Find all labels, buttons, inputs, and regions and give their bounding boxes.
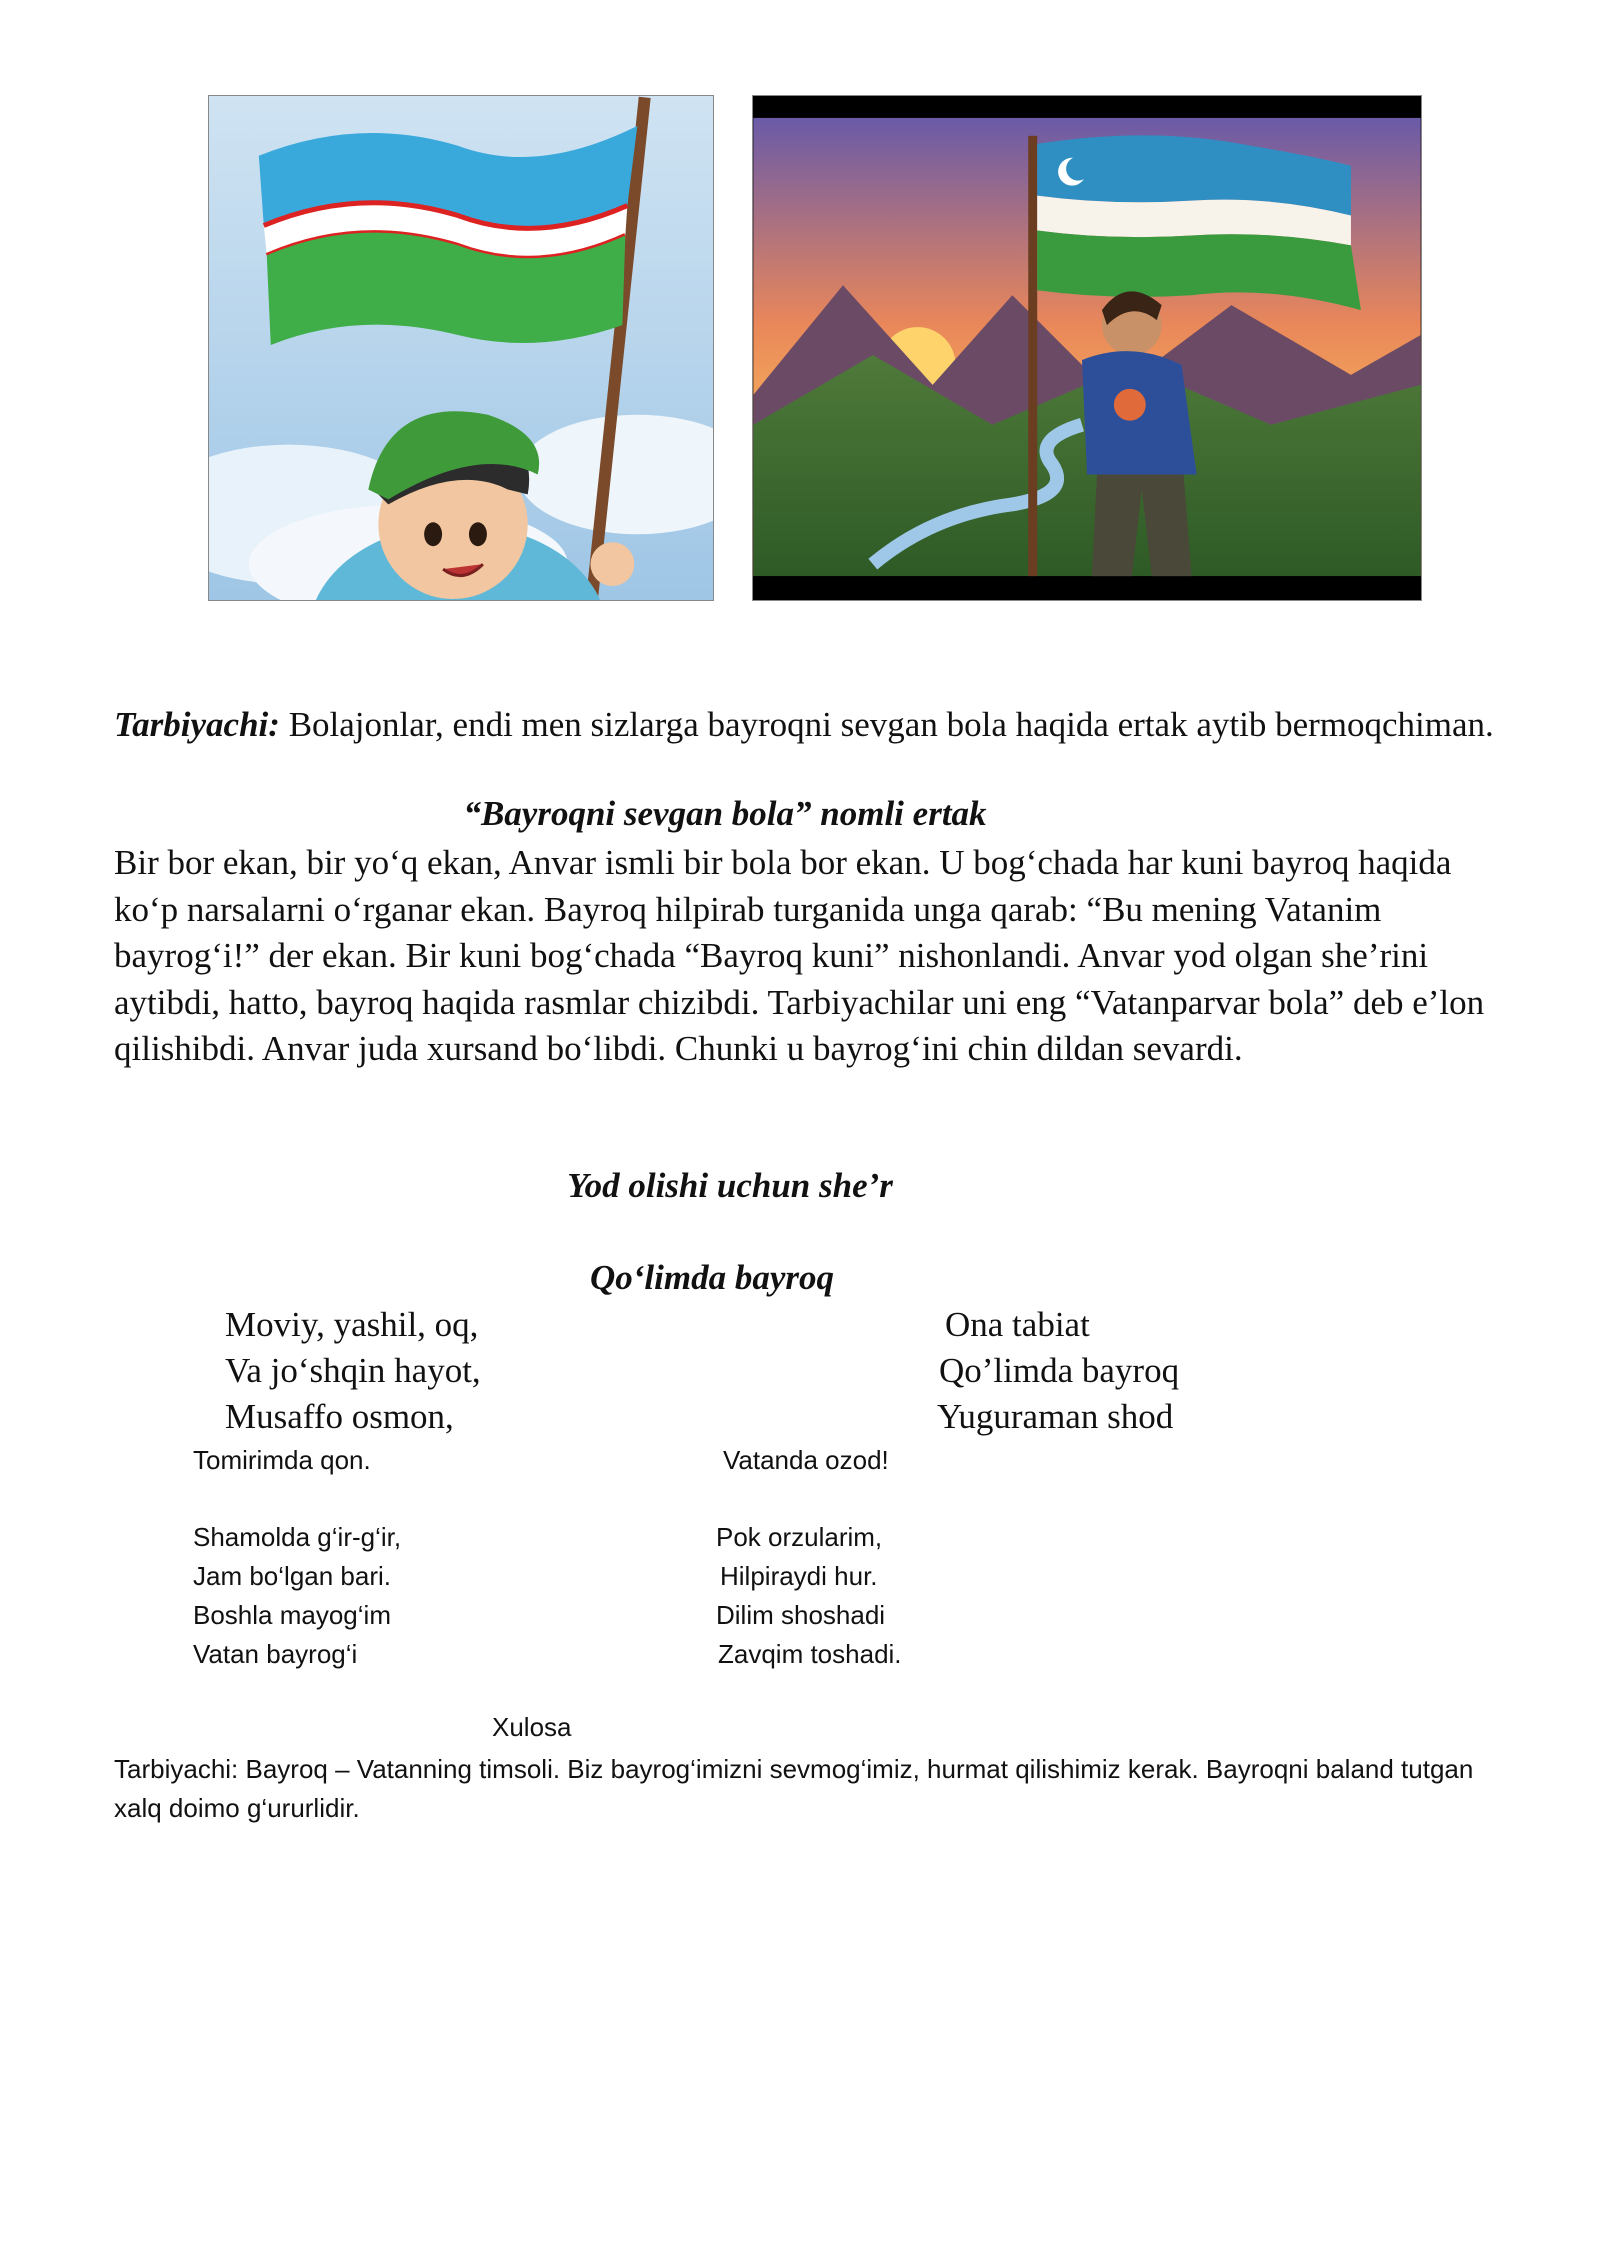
poem-line: Va jo‘shqin hayot,: [225, 1351, 481, 1390]
sunset-flag-image: [753, 96, 1421, 600]
story-title: “Bayroqni sevgan bola” nomli ertak: [463, 794, 987, 833]
poem-line: Yuguraman shod: [937, 1397, 1174, 1436]
poem-line: Qo’limda bayroq: [939, 1351, 1180, 1390]
poem-line: Dilim shoshadi: [716, 1600, 886, 1630]
illustration-cartoon-boy-flag: [208, 95, 714, 601]
poem-line: Boshla mayog‘im: [193, 1600, 391, 1630]
poem-line: Ona tabiat: [945, 1305, 1090, 1344]
conclusion-title: Xulosa: [492, 1712, 572, 1742]
intro-paragraph: [114, 702, 1494, 748]
poem-line: Musaffo osmon,: [225, 1397, 454, 1436]
poem-line: Jam bo‘lgan bari.: [193, 1561, 391, 1591]
poem-heading: Yod olishi uchun she’r: [567, 1166, 893, 1205]
intro-text: Bolajonlar, endi men sizlarga bayroqni sevgan bola haqida ertak aytib bermoqchiman.: [279, 705, 1494, 744]
poem-line: Vatan bayrog‘i: [193, 1639, 358, 1669]
conclusion-text: Tarbiyachi: Bayroq – Vatanning timsoli. Biz bayrog‘imizni sevmog‘imiz, hurmat qilishimiz kerak. Bayroqni baland tutgan xalq doimo g‘ururlidir.: [114, 1754, 1474, 1823]
poem-line: Vatanda ozod!: [723, 1445, 889, 1475]
poem-line: Zavqim toshadi.: [718, 1639, 902, 1669]
illustration-sunset-flag: [752, 95, 1422, 601]
story-body: Bir bor ekan, bir yo‘q ekan, Anvar ismli bir bola bor ekan. U bog‘chada har kuni bayroq haqida ko‘p narsalarni o‘rganar ekan. Bayroq hilpirab turganida unga qarab: “Bu mening Vatanim bayrog‘i!” der ekan. Bir kuni bog‘chada “Bayroq kuni” nishonlandi. Anvar yod olgan she’rini aytibdi, hatto, bayroq haqida rasmlar chizibdi. Tarbiyachilar uni eng “Vatanparvar bola” deb e’lon qilishibdi. Anvar juda xursand bo‘libdi. Chunki u bayrog‘ini chin dildan sevardi.: [114, 843, 1485, 1068]
poem-line: Shamolda g‘ir-g‘ir,: [193, 1522, 402, 1552]
poem-line: Pok orzularim,: [716, 1522, 883, 1552]
poem-line: Moviy, yashil, oq,: [225, 1305, 479, 1344]
poem-line: Hilpiraydi hur.: [720, 1561, 878, 1591]
speaker-label: Tarbiyachi:: [114, 705, 280, 744]
poem-title: Qo‘limda bayroq: [589, 1258, 834, 1297]
poem-line: Tomirimda qon.: [193, 1445, 371, 1475]
cartoon-boy-flag-image: [209, 96, 713, 600]
